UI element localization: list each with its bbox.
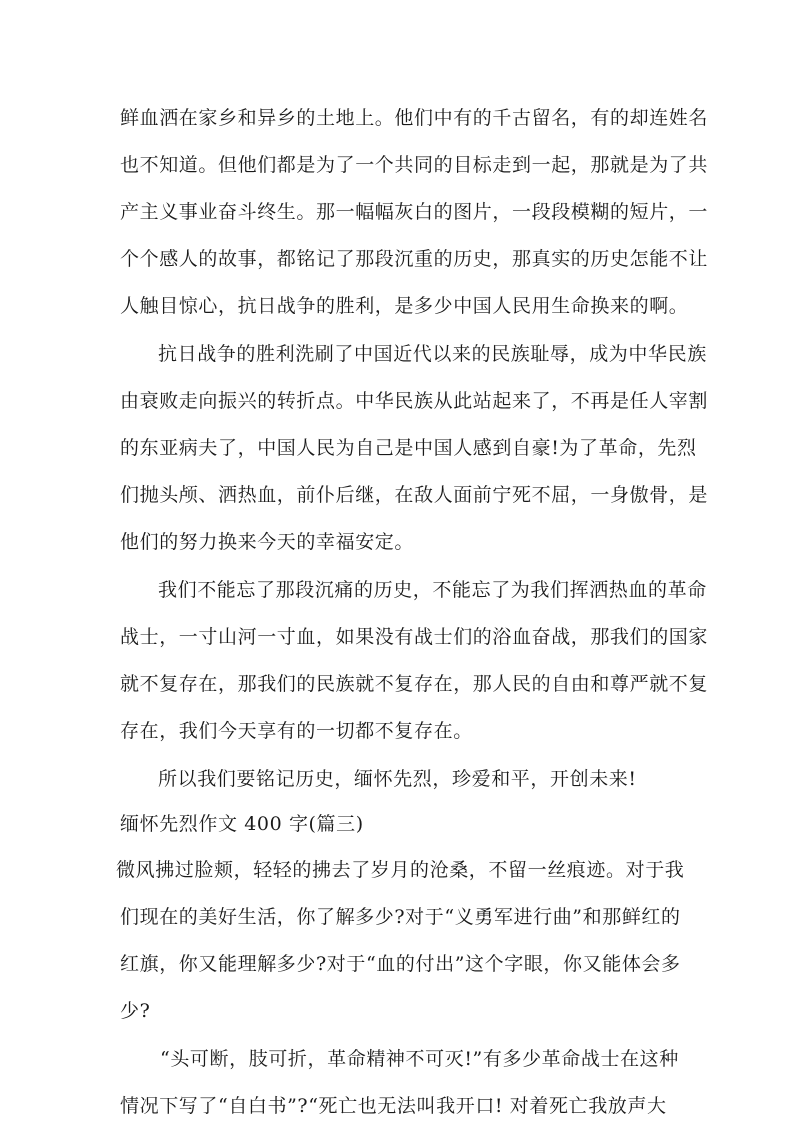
text-line: 他们的努力换来今天的幸福安定。 <box>120 531 415 553</box>
text-line: 红旗，你又能理解多少?对于“血的付出”这个字眼，你又能体会多 <box>120 953 681 975</box>
text-line: 抗日战争的胜利洗刷了中国近代以来的民族耻辱，成为中华民族 <box>158 343 707 365</box>
text-line: 也不知道。但他们都是为了一个共同的目标走到一起，那就是为了共 <box>120 154 709 176</box>
text-line: 情况下写了“自白书”?“死亡也无法叫我开口! 对着死亡我放声大 <box>120 1095 667 1117</box>
text-line: 我们不能忘了那段沉痛的历史，不能忘了为我们挥洒热血的革命 <box>158 579 707 601</box>
text-line: 的东亚病夫了，中国人民为自己是中国人感到自豪!为了革命，先烈 <box>120 437 697 459</box>
text-line: 战士，一寸山河一寸血，如果没有战士们的浴血奋战，那我们的国家 <box>120 626 709 648</box>
text-line: 个个感人的故事，都铭记了那段沉重的历史，那真实的历史怎能不让 <box>120 248 709 270</box>
text-line: 微风拂过脸颊，轻轻的拂去了岁月的沧桑，不留一丝痕迹。对于我 <box>116 859 685 881</box>
text-line: 存在，我们今天享有的一切都不复存在。 <box>120 720 473 742</box>
text-line: 所以我们要铭记历史，缅怀先烈，珍爱和平，开创未来! <box>158 768 637 790</box>
text-line: 就不复存在，那我们的民族就不复存在，那人民的自由和尊严就不复 <box>120 673 709 695</box>
section-heading: 缅怀先烈作文 400 字(篇三) <box>120 813 364 835</box>
text-line: 由衰败走向振兴的转折点。中华民族从此站起来了，不再是任人宰割 <box>120 390 709 412</box>
text-line: 们现在的美好生活，你了解多少?对于“义勇军进行曲”和那鲜红的 <box>120 906 681 928</box>
text-line: 们抛头颅、洒热血，前仆后继，在敌人面前宁死不屈，一身傲骨，是 <box>120 484 709 506</box>
text-line: “头可断，肢可折，革命精神不可灭!”有多少革命战士在这种 <box>160 1048 679 1070</box>
text-line: 鲜血洒在家乡和异乡的土地上。他们中有的千古留名，有的却连姓名 <box>120 107 709 129</box>
text-line: 产主义事业奋斗终生。那一幅幅灰白的图片，一段段模糊的短片，一 <box>120 201 709 223</box>
text-line: 少? <box>120 1000 151 1022</box>
text-line: 人触目惊心，抗日战争的胜利，是多少中国人民用生命换来的啊。 <box>120 295 689 317</box>
